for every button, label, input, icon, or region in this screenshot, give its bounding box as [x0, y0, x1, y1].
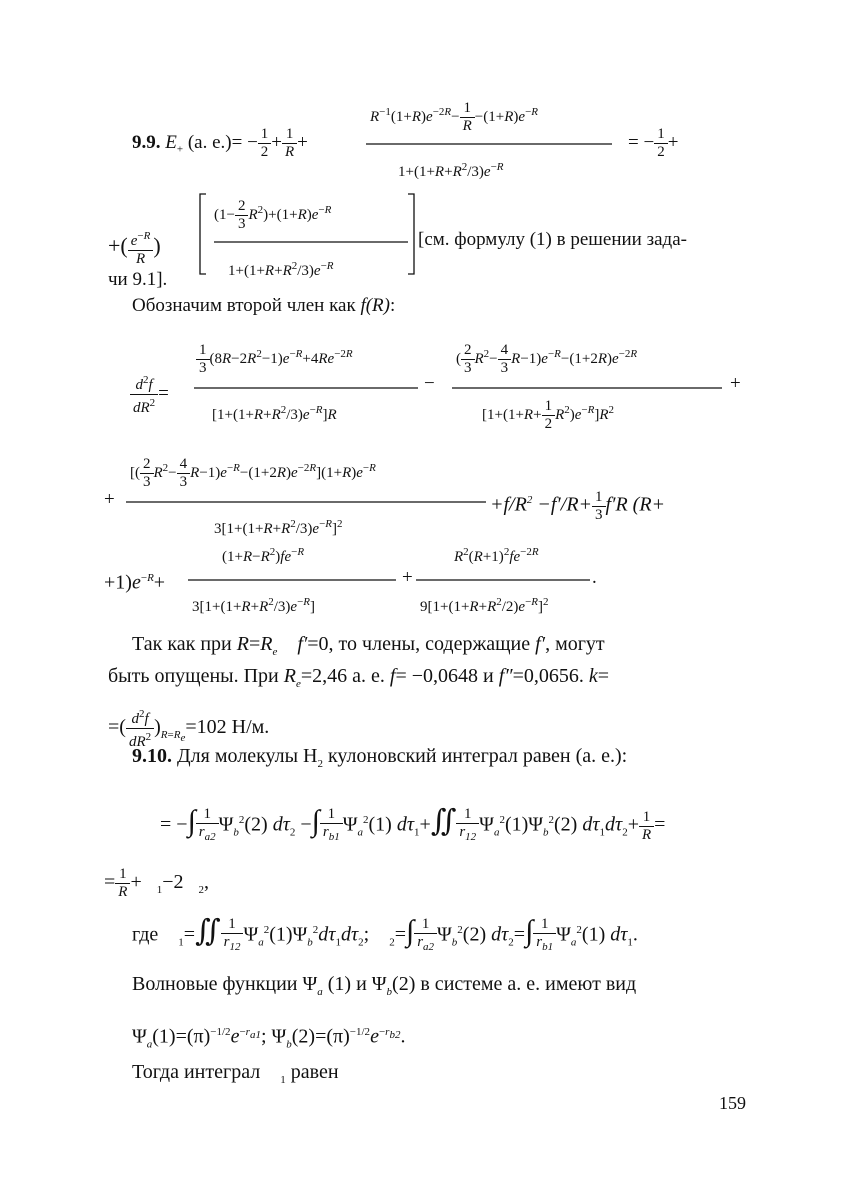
then-text: Тогда интеграл $_1$ равен: [132, 1061, 339, 1086]
para-line1: Так как при $R=R_e$ f′=0, то члены, содержащие f′, могут: [132, 633, 605, 658]
d2f-line3-term2-den: $9[1+(1+R+R^2/2)e^{-R}]^2$: [420, 596, 549, 615]
eq-9-9-line2-denominator: $1+(1+R+R^2/3)e^{-R}$: [228, 260, 334, 279]
eq-9-9-line2-numerator: (1− $\frac{2}{3}$ $R^2)+(1+R)e^{-R}$: [214, 198, 332, 233]
eq-9-9-line1-denominator: $1+(1+R+R^2/3)e^{-R}$: [398, 161, 504, 180]
para-line2: быть опущены. При $R_e=2,46$ а. е. f= −0,0648 и f″=0,0656. k=: [108, 665, 610, 690]
where-line: где $_1$=∬ $\frac{1}{r_{12}}$ $\Psi_a^2(1)\Psi_b^2d\tau_1d\tau_2$; $_2$=∫ $\frac{1}{r_{a2}}$ $\Psi_b^2(2)$ $d\tau_2=\int$ $\frac{1}{r_{b1}}$ $\Psi_a^2(1)$ $d\tau_1$.: [132, 914, 638, 953]
eq-9-9-line1: 9.9. $E_+$ (а. е.)= − $\frac{1}{2}$ + $\frac{1}{R}$ +: [132, 126, 308, 160]
wave-text: Волновые функции $\Psi_a$ (1) и $\Psi_b(2)$ в системе а. е. имеют вид: [132, 973, 637, 998]
d2f-line3-term1-den: $3[1+(1+R+R^2/3)e^{-R}]$: [192, 596, 316, 615]
d2f-line3-term1-num: $(1+R-R^2)fe^{-R}$: [222, 546, 305, 565]
d2f-period: .: [592, 567, 597, 588]
bracket-right: [408, 194, 414, 274]
bracket-left: [200, 194, 206, 274]
eq-9-9-note-cont: чи 9.1].: [108, 269, 168, 290]
page-number: 159: [719, 1093, 746, 1113]
d2f-line3-head: $+1)e^{-R}+$: [104, 571, 166, 594]
d2f-line2-den: $3[1+(1+R+R^2/3)e^{-R}]^2$: [214, 518, 343, 537]
second-term-text: Обозначим второй член как f(R):: [132, 295, 396, 316]
d2f-line3-term2-num: $R^2(R+1)^2fe^{-2R}$: [454, 546, 539, 565]
coulomb-eq1: = −∫ $\frac{1}{r_{a2}}$ $\Psi_b^2(2)$ $d\tau_2$ −∫ $\frac{1}{r_{b1}}$ $\Psi_a^2(1)$ $d\tau_1+∬$ $\frac{1}{r_{12}}$ $\Psi_a^2(1)\Psi_b^2(2)$ $d\tau_1d\tau_2+$ $\frac{1}{R}$ =: [160, 804, 666, 843]
d2f-line2-plus: +: [104, 489, 115, 510]
problem-number-9-9: 9.9.: [132, 131, 161, 153]
result-line: =( $\frac{d^2f}{dR^2}$ )$_{R=R_e}=102$ Н/м.: [108, 708, 270, 750]
d2f-term1-num: $\frac{1}{3}$ $(8R-2R^2-1)e^{-R}+4Re^{-2R}$: [196, 342, 353, 377]
eq-9-9-note: [см. формулу (1) в решении зада-: [418, 229, 687, 250]
d2f-line2-tail: $+f/R^2 -f'/R+$ $\frac{1}{3}$ f′R (R+: [490, 488, 666, 523]
coulomb-eq2: = $\frac{1}{R}$ + $_1$−2 $_2$,: [104, 866, 210, 900]
eq-9-9-line2-prefix: +( $\frac{e^{-R}}{R}$ ): [108, 230, 161, 267]
d2f-lhs: $\frac{d^2f}{dR^2}$ =: [130, 372, 169, 417]
eq-9-9-line1-numerator: $R^{-1}(1+R)e^{-2R}-$ $\frac{1}{R}$ $-(1+R)e^{-R}$: [370, 100, 539, 135]
d2f-minus: −: [424, 373, 435, 394]
wave-eq: $\Psi_a(1)=(\pi)^{-1/2}e^{-r_{a1}}$; $\Psi_b(2)=(\pi)^{-1/2}e^{-r_{b2}}$.: [132, 1025, 406, 1051]
problem-9-10-title: 9.10. Для молекулы $H_2$ кулоновский интеграл равен (а. е.):: [132, 745, 628, 770]
d2f-term1-den: $[1+(1+R+R^2/3)e^{-R}]R$: [212, 404, 337, 423]
eq-9-9-line1-rhs: = − $\frac{1}{2}$ +: [628, 126, 679, 160]
d2f-line3-plus: +: [402, 567, 413, 588]
d2f-line2-num: [( $\frac{2}{3}$ $R^2-$ $\frac{4}{3}$ $R-1)e^{-R}-(1+2R)e^{-2R}](1+R)e^{-R}$: [130, 456, 376, 491]
d2f-plus: +: [730, 373, 741, 394]
d2f-term2-den: [1+(1+R+ $\frac{1}{2}$ $R^2)e^{-R}]R^2$: [482, 398, 615, 433]
d2f-term2-num: ( $\frac{2}{3}$ $R^2-$ $\frac{4}{3}$ $R-1)e^{-R}-(1+2R)e^{-2R}$: [456, 342, 638, 377]
